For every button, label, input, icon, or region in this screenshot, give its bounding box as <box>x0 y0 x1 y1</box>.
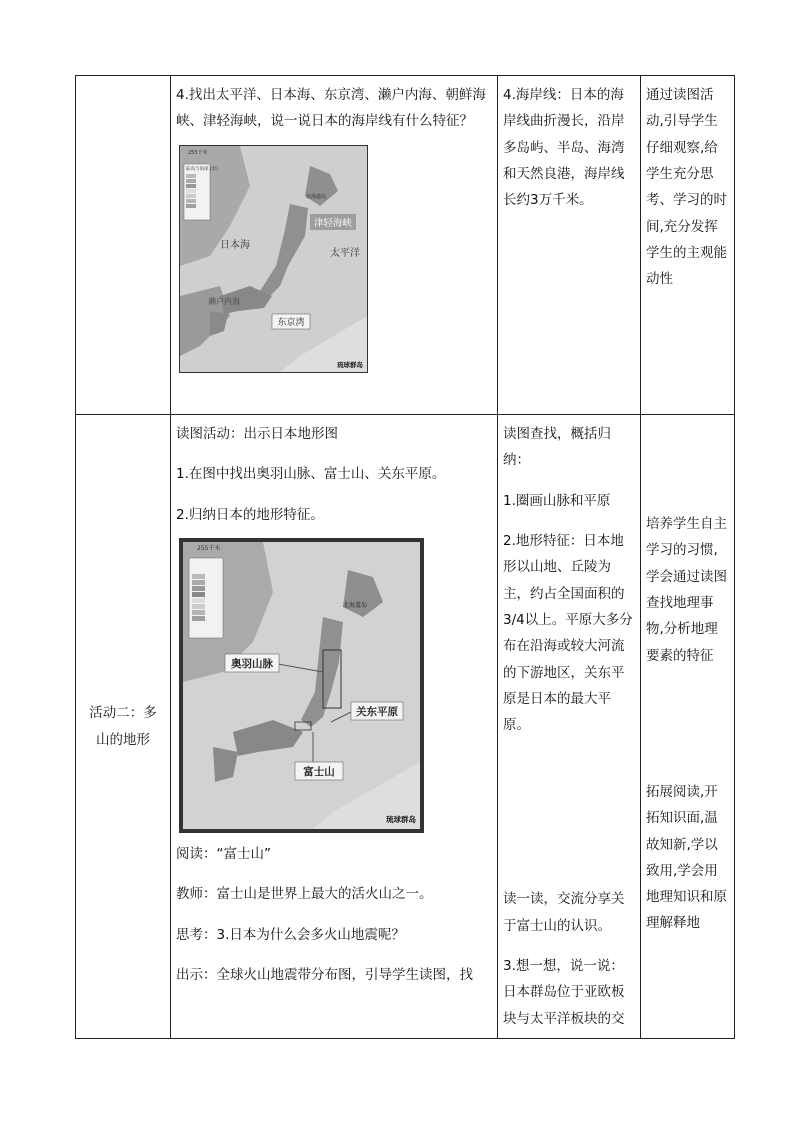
map-label-fuji: 富士山 <box>303 765 335 778</box>
student-p4: 读一读，交流分享关于富士山的认识。 <box>503 891 625 934</box>
table-row <box>76 415 735 1039</box>
reading-text: 阅读：“富士山” <box>176 845 271 862</box>
think-question: 思考：3.日本为什么会多火山地震呢？ <box>176 926 405 943</box>
map-label-hokkaido: 北海道岛 <box>306 193 327 200</box>
question-1: 1.在图中找出奥羽山脉、富士山、关东平原。 <box>176 466 446 483</box>
student-p1: 读图查找，概括归纳： <box>503 426 611 469</box>
table-row <box>76 76 735 415</box>
task-text: 4.找出太平洋、日本海、东京湾、濑户内海、朝鲜海峡、津轻海峡，说一说日本的海岸线有什么特征？ <box>176 87 486 130</box>
intro-text: 读图活动：出示日本地形图 <box>176 426 338 442</box>
map-legend-title: 陆高与海深 (米) <box>186 166 218 172</box>
map-label-ocean: 太平洋 <box>330 247 360 259</box>
map-scale: 255千米 <box>197 544 221 552</box>
student-cell: 4.海岸线：日本的海岸线曲折漫长，沿岸多岛屿、半岛、海湾和天然良港，海岸线长约3万千米。 <box>498 76 641 415</box>
map-label-strait: 津轻海峡 <box>313 217 353 229</box>
intent-p2: 拓展阅读,开拓知识面,温故知新,学以致用,学会用地理知识和原理解释地 <box>646 783 727 932</box>
teacher-cell <box>171 415 498 1039</box>
map-label-islands: 琉球群岛 <box>386 814 416 824</box>
map-label-hokkaido: 北海道岛 <box>343 601 368 609</box>
student-p2: 1.圈画山脉和平原 <box>503 492 611 509</box>
intent-cell: 通过读图活动,引导学生仔细观察,给学生充分思考、学习的时间,充分发挥学生的主观能动性 <box>641 76 735 415</box>
teacher-line: 教师：富士山是世界上最大的活火山之一。 <box>176 886 433 903</box>
map-label-mountains: 奥羽山脉 <box>231 657 273 670</box>
student-cell <box>498 415 641 1039</box>
teacher-cell <box>171 76 498 415</box>
show-text: 出示：全球火山地震带分布图，引导学生读图，找 <box>176 966 473 983</box>
lesson-table <box>75 75 735 1039</box>
map-scale: 255千米 <box>188 149 208 156</box>
question-2: 2.归纳日本的地形特征。 <box>176 506 324 523</box>
intent-p1: 培养学生自主学习的习惯,学会通过读图查找地理事物,分析地理要素的特征 <box>646 516 727 664</box>
map-label-sea: 日本海 <box>220 239 250 251</box>
activity-cell <box>76 76 171 415</box>
map-label-bay: 东京湾 <box>277 317 305 328</box>
map-label-inland-sea: 濑户内海 <box>208 296 240 306</box>
activity-cell: 活动二：多山的地形 <box>76 415 171 1039</box>
intent-cell <box>641 415 735 1039</box>
map-label-islands: 琉球群岛 <box>337 360 363 369</box>
japan-terrain-map <box>179 538 424 833</box>
student-p5: 3.想一想，说一说：日本群岛位于亚欧板块与太平洋板块的交 <box>503 958 625 1027</box>
japan-coastline-map <box>179 145 368 373</box>
map-label-plain: 关东平原 <box>356 705 398 718</box>
student-p3: 2.地形特征：日本地形以山地、丘陵为主，约占全国面积的3/4以上。平原大多分布在沿海或较大河流的下游地区，关东平原是日本的最大平原。 <box>503 532 633 734</box>
